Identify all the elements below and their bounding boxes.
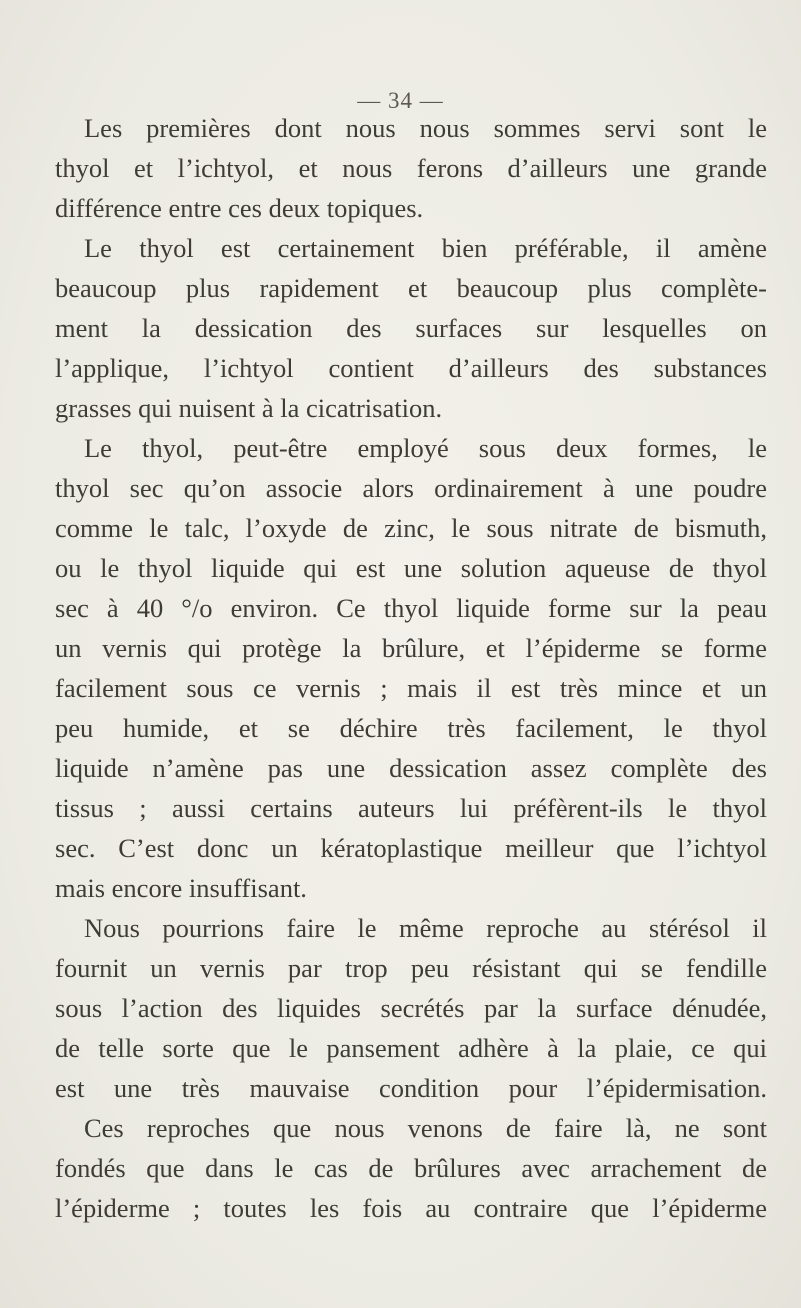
text-line: de telle sorte que le pansement adhère à la plaie, ce qui: [55, 1033, 767, 1063]
text-line: grasses qui nuisent à la cicatrisation.: [55, 393, 443, 423]
text-line: l’applique, l’ichtyol contient d’ailleurs des substances: [55, 353, 767, 383]
text-line: Les premières dont nous nous sommes servi sont le: [84, 113, 767, 143]
body-text: [55, 108, 767, 1228]
text-line: est une très mauvaise condition pour l’épidermisation.: [55, 1073, 767, 1103]
text-line: facilement sous ce vernis ; mais il est très mince et un: [55, 673, 767, 703]
text-line: ou le thyol liquide qui est une solution aqueuse de thyol: [55, 553, 767, 583]
text-line: liquide n’amène pas une dessication assez complète des: [55, 753, 767, 783]
text-line: Le thyol est certainement bien préférable, il amène: [84, 233, 767, 263]
text-line: Nous pourrions faire le même reproche au stérésol il: [84, 913, 767, 943]
text-line: beaucoup plus rapidement et beaucoup plus complète-: [55, 273, 767, 303]
text-line: peu humide, et se déchire très facilement, le thyol: [55, 713, 767, 743]
page-number: — 34 —: [357, 88, 444, 113]
text-line: Le thyol, peut-être employé sous deux formes, le: [84, 433, 767, 463]
text-line: sec. C’est donc un kératoplastique meilleur que l’ichtyol: [55, 833, 767, 863]
text-line: ment la dessication des surfaces sur lesquelles on: [55, 313, 767, 343]
text-line: tissus ; aussi certains auteurs lui préfèrent-ils le thyol: [55, 793, 767, 823]
text-line: fondés que dans le cas de brûlures avec arrachement de: [55, 1153, 767, 1183]
text-line: l’épiderme ; toutes les fois au contraire que l’épiderme: [55, 1193, 767, 1223]
text-line: sec à 40 °/o environ. Ce thyol liquide forme sur la peau: [55, 593, 767, 623]
text-line: mais encore insuffisant.: [55, 873, 307, 903]
text-line: un vernis qui protège la brûlure, et l’épiderme se forme: [55, 633, 767, 663]
text-line: comme le talc, l’oxyde de zinc, le sous nitrate de bismuth,: [55, 513, 767, 543]
text-line: thyol sec qu’on associe alors ordinairement à une poudre: [55, 473, 767, 503]
text-line: différence entre ces deux topiques.: [55, 193, 424, 223]
text-line: thyol et l’ichtyol, et nous ferons d’ailleurs une grande: [55, 153, 767, 183]
text-line: fournit un vernis par trop peu résistant qui se fendille: [55, 953, 767, 983]
text-line: Ces reproches que nous venons de faire là, ne sont: [84, 1113, 767, 1143]
text-line: sous l’action des liquides secrétés par la surface dénudée,: [55, 993, 767, 1023]
